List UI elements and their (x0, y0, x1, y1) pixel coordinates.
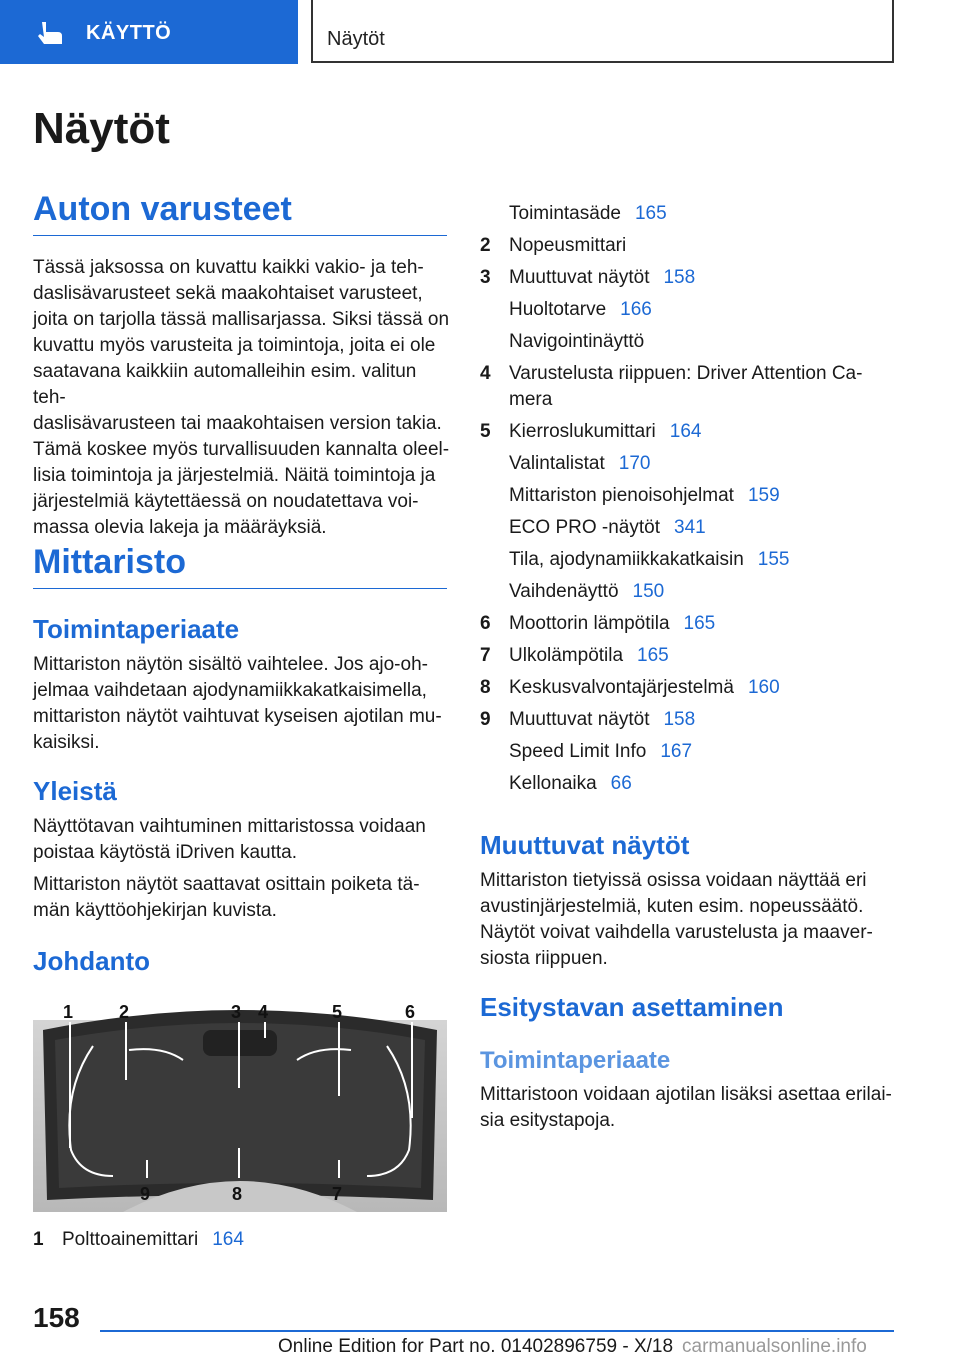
list-item-number: 8 (480, 677, 491, 698)
list-item (480, 359, 900, 417)
watermark: carmanualsonline.info (682, 1336, 867, 1357)
list-item-text: Toimintasäde (509, 203, 621, 224)
list-item-text: Ulkolämpötila (509, 645, 624, 666)
heading-esitystavan-asettaminen: Esitystavan asettaminen (480, 992, 784, 1022)
chapter-tab (0, 0, 298, 64)
page-reference-link[interactable]: 167 (660, 741, 693, 762)
text-line: Mittaristoon voidaan ajotilan lisäksi asettaa erilai- (480, 1084, 892, 1105)
hand-pointer-icon (36, 20, 64, 46)
paragraph-auton-varusteet (33, 255, 453, 541)
list-item (480, 641, 900, 673)
heading-toimintaperiaate-2: Toimintaperiaate (480, 1047, 671, 1074)
page-reference-link[interactable]: 164 (212, 1229, 244, 1250)
page-reference-link[interactable]: 164 (669, 421, 702, 442)
text-line: avustinjärjestelmiä, kuten esim. nopeussäätö. (480, 896, 864, 917)
heading-johdanto: Johdanto (33, 946, 150, 976)
chapter-tab-label: KÄYTTÖ (86, 22, 172, 44)
text-line: Mittariston näytöt saattavat osittain poiketa tä- (33, 874, 420, 895)
list-item-text-continued: mera (509, 389, 553, 410)
text-line: Mittariston tietyissä osissa voidaan näyttää eri (480, 870, 867, 891)
text-line: män käyttöohjekirjan kuvista. (33, 900, 277, 921)
list-item (480, 449, 900, 481)
instrument-cluster-figure (33, 1000, 447, 1212)
text-line: mittariston näytöt vaihtuvat kyseisen ajotilan mu- (33, 706, 442, 727)
page-reference-link[interactable]: 150 (632, 581, 665, 602)
list-item-text: Polttoainemittari (62, 1229, 199, 1250)
heading-mittaristo: Mittaristo (33, 543, 447, 589)
text-line: järjestelmiä käytettäessä on noudatettava voi- (33, 491, 419, 512)
page-reference-link[interactable]: 165 (637, 645, 669, 666)
list-item-text: Navigointinäyttö (509, 331, 645, 352)
page-reference-link[interactable]: 170 (618, 453, 651, 474)
paragraph-toimintaperiaate (33, 652, 453, 756)
list-item-number: 3 (480, 267, 491, 288)
list-item-number: 5 (480, 421, 491, 442)
edition-note: Online Edition for Part no. 01402896759 - X/18 (278, 1336, 674, 1357)
heading-auton-varusteet: Auton varusteet (33, 190, 447, 236)
list-item (480, 295, 900, 327)
text-line: Tässä jaksossa on kuvattu kaikki vakio- ja teh- (33, 257, 424, 278)
text-line: Tämä koskee myös turvallisuuden kannalta oleel- (33, 439, 450, 460)
list-item-text: ECO PRO -näytöt (509, 517, 660, 538)
figure-label: 9 (140, 1184, 151, 1204)
list-item-number: 1 (33, 1229, 44, 1250)
text-line: siosta riippuen. (480, 948, 608, 969)
text-line: kuvattu myös varusteita ja toimintoja, joita ei ole (33, 335, 436, 356)
list-item (480, 545, 900, 577)
page-reference-link[interactable]: 166 (620, 299, 652, 320)
list-item-text: Tila, ajodynamiikkakatkaisin (509, 549, 744, 570)
text-line: sia esitystapoja. (480, 1110, 616, 1131)
page-reference-link[interactable]: 66 (610, 773, 632, 794)
page-reference-link[interactable]: 165 (683, 613, 716, 634)
list-item (480, 577, 900, 609)
page-reference-link[interactable]: 160 (747, 677, 780, 698)
paragraph-yleista-1 (33, 814, 453, 866)
page-title: Näytöt (33, 104, 170, 153)
list-item (480, 417, 900, 449)
text-line: Näytöt voivat vaihdella varustelusta ja maaver- (480, 922, 873, 943)
page-reference-link[interactable]: 155 (757, 549, 790, 570)
list-item (480, 481, 900, 513)
list-item (480, 263, 900, 295)
list-item-text: Mittariston pienoisohjelmat (509, 485, 734, 506)
text-line: jelmaa vaihdetaan ajodynamiikkakatkaisimella, (33, 680, 427, 701)
figure-label: 3 (231, 1002, 242, 1022)
figure-label: 8 (232, 1184, 243, 1204)
page-reference-link[interactable]: 341 (674, 517, 706, 538)
page-reference-link[interactable]: 165 (634, 203, 667, 224)
list-item-text: Vaihdenäyttö (509, 581, 619, 602)
list-item-text: Keskusvalvontajärjestelmä (509, 677, 734, 698)
list-item-text: Speed Limit Info (509, 741, 647, 762)
heading-yleista: Yleistä (33, 776, 117, 806)
figure-label: 1 (63, 1002, 74, 1022)
text-line: Mittariston näytön sisältö vaihtelee. Jos ajo-oh- (33, 654, 428, 675)
list-item (480, 737, 900, 769)
list-item (480, 327, 900, 359)
list-item-text: Muuttuvat näytöt (509, 267, 650, 288)
section-header (311, 0, 894, 63)
list-item (480, 199, 900, 231)
text-line: daslisävarusteen tai maakohtaisen version takia. (33, 413, 442, 434)
list-item-text: Kierroslukumittari (509, 421, 656, 442)
paragraph-yleista-2 (33, 872, 453, 924)
page-reference-link[interactable]: 159 (747, 485, 780, 506)
text-line: poistaa käytöstä iDriven kautta. (33, 842, 298, 863)
list-item-number: 7 (480, 645, 491, 666)
list-item (480, 231, 900, 263)
list-item-text: Moottorin lämpötila (509, 613, 670, 634)
page-reference-link[interactable]: 158 (663, 709, 696, 730)
text-line: Näyttötavan vaihtuminen mittaristossa voidaan (33, 816, 426, 837)
list-item-text: Nopeusmittari (509, 235, 627, 256)
section-header-title: Näytöt (327, 28, 385, 50)
footer-divider (100, 1330, 894, 1332)
page-reference-link[interactable]: 158 (663, 267, 696, 288)
list-item-text: Kellonaika (509, 773, 597, 794)
list-item (480, 513, 900, 545)
text-line: lisia toimintoja ja järjestelmiä. Näitä toimintoja ja (33, 465, 436, 486)
list-item-text: Varustelusta riippuen: Driver Attention Ca- (509, 363, 863, 384)
text-line: saatavana kaikkiin automalleihin esim. valitun teh- (33, 361, 417, 408)
list-item-text: Muuttuvat näytöt (509, 709, 650, 730)
list-item-text: Valintalistat (509, 453, 605, 474)
list-item-text: Huoltotarve (509, 299, 607, 320)
figure-label: 5 (332, 1002, 343, 1022)
list-item-number: 4 (480, 363, 491, 384)
page-number: 158 (33, 1302, 80, 1333)
legend-list (480, 199, 900, 801)
list-item-number: 9 (480, 709, 491, 730)
list-item-number: 2 (480, 235, 491, 256)
figure-label: 6 (405, 1002, 416, 1022)
list-item (480, 673, 900, 705)
text-line: daslisävarusteet sekä maakohtaiset varusteet, (33, 283, 423, 304)
text-line: kaisiksi. (33, 732, 100, 753)
list-item-number: 6 (480, 613, 491, 634)
heading-muuttuvat-naytot: Muuttuvat näytöt (480, 830, 690, 860)
list-item (33, 1225, 453, 1253)
figure-label: 7 (332, 1184, 343, 1204)
figure-label: 2 (119, 1002, 130, 1022)
list-item (480, 705, 900, 737)
figure-label: 4 (258, 1002, 269, 1022)
list-item (480, 609, 900, 641)
paragraph-toimintaperiaate-2 (480, 1082, 900, 1134)
text-line: joita on tarjolla tässä mallisarjassa. Siksi tässä on (33, 309, 450, 330)
heading-toimintaperiaate: Toimintaperiaate (33, 614, 240, 644)
text-line: massa olevia lakeja ja määräyksiä. (33, 517, 327, 538)
paragraph-muuttuvat-naytot (480, 868, 900, 972)
list-item (480, 769, 900, 801)
